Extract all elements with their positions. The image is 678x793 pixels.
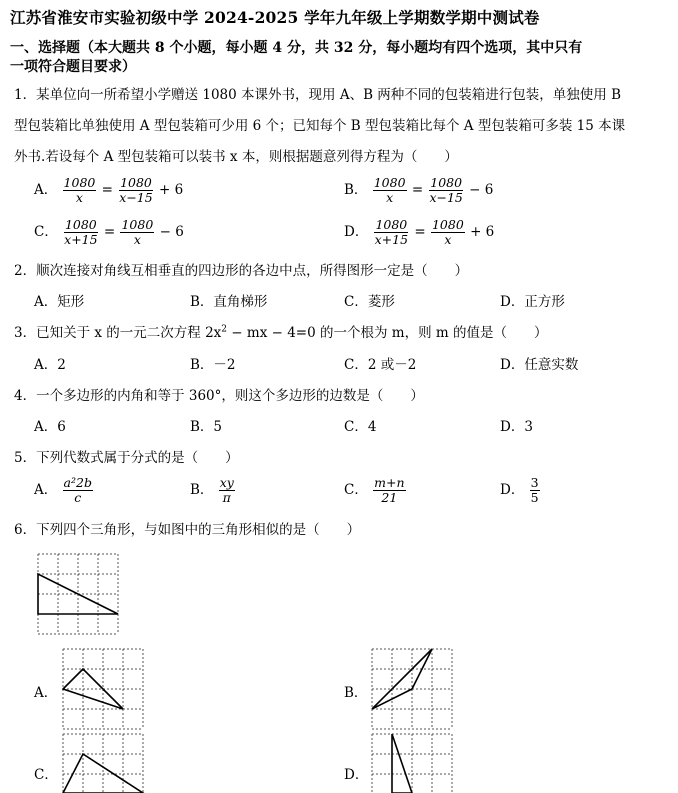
- q2-stem: 2．顺次连接对角线互相垂直的四边形的各边中点，所得图形一定是（ ）: [14, 263, 469, 279]
- q3-option-c[interactable]: C．2 或－2: [344, 357, 417, 373]
- q4-option-b[interactable]: B．5: [190, 419, 223, 435]
- reference-triangle-figure: [37, 553, 121, 637]
- option-label: B．: [190, 482, 214, 498]
- frac-num: 1080: [375, 217, 408, 232]
- equals-sign: =: [411, 182, 424, 198]
- option-label: A．: [34, 482, 58, 498]
- section-heading: 一、选择题（本大题共 8 个小题，每小题 4 分，共 32 分，每小题均有四个选项，其中只有: [10, 40, 583, 56]
- q6-option-b-figure[interactable]: [371, 648, 455, 732]
- q1-option-d[interactable]: [344, 218, 494, 247]
- option-label: B．: [344, 182, 368, 198]
- equals-sign: =: [103, 224, 116, 240]
- frac-den: π: [222, 490, 231, 505]
- q6-stem: 6．下列四个三角形，与如图中的三角形相似的是（ ）: [14, 522, 361, 538]
- frac-num: 1080: [63, 175, 96, 190]
- frac-den: x−15: [429, 190, 463, 205]
- option-label: D．: [344, 224, 369, 240]
- q1-stem-line1: 1．某单位向一所希望小学赠送 1080 本课外书，现用 A、B 两种不同的包装箱进行包装，单独使用 B: [14, 87, 621, 103]
- q2-option-d[interactable]: D．正方形: [500, 294, 565, 310]
- option-label: C．: [34, 224, 58, 240]
- frac-den: x−15: [119, 190, 153, 205]
- option-label: C．: [344, 482, 368, 498]
- frac-num: 1080: [431, 217, 464, 232]
- q6-option-a-label[interactable]: A．: [34, 685, 58, 701]
- frac-num: 1080: [430, 175, 463, 190]
- frac-den: c: [74, 490, 82, 505]
- frac-den: x+15: [374, 232, 409, 247]
- q3-stem-a: 3．已知关于 x 的一元二次方程 2x: [14, 325, 222, 341]
- option-tail: − 6: [469, 182, 494, 198]
- q5-option-c[interactable]: [344, 476, 407, 505]
- frac-den: x+15: [64, 232, 98, 247]
- q3-option-d[interactable]: D．任意实数: [500, 357, 579, 373]
- q5-stem: 5．下列代数式属于分式的是（ ）: [14, 450, 239, 466]
- frac-num: 1080: [64, 217, 97, 232]
- frac-den: x: [444, 232, 452, 247]
- q4-stem: 4．一个多边形的内角和等于 360°，则这个多边形的边数是（ ）: [14, 388, 424, 404]
- q6-option-c-figure[interactable]: [62, 733, 146, 793]
- frac-den: x: [386, 190, 394, 205]
- frac-den: x: [75, 190, 83, 205]
- option-tail: − 6: [159, 224, 184, 240]
- option-tail: + 6: [159, 182, 184, 198]
- q1-stem-line2: 型包装箱比单独使用 A 型包装箱可少用 6 个；已知每个 B 型包装箱比每个 A 型包装箱可多装 15 本课: [14, 118, 626, 134]
- q3-stem: [14, 321, 547, 341]
- q1-stem-line3: 外书.若设每个 A 型包装箱可以装书 x 本，则根据题意列得方程为（ ）: [14, 149, 458, 165]
- frac-den: 21: [381, 490, 398, 505]
- q5-option-d[interactable]: [500, 476, 541, 505]
- frac-num: a²2b: [63, 475, 92, 490]
- q1-option-b[interactable]: [344, 176, 493, 205]
- q1-option-a[interactable]: [34, 176, 183, 205]
- frac-num: 1080: [120, 175, 152, 190]
- q4-option-d[interactable]: D．3: [500, 419, 533, 435]
- q6-option-d-figure[interactable]: [371, 733, 455, 793]
- equals-sign: =: [414, 224, 426, 240]
- option-label: D．: [500, 482, 525, 498]
- page-title: 江苏省淮安市实验初级中学 2024-2025 学年九年级上学期数学期中测试卷: [10, 8, 540, 27]
- option-label: A．: [34, 182, 58, 198]
- option-tail: + 6: [470, 224, 495, 240]
- section-heading-cont: 一项符合题目要求）: [10, 59, 136, 75]
- superscript: 2: [221, 324, 228, 335]
- frac-num: 3: [530, 475, 539, 490]
- q2-option-a[interactable]: A．矩形: [34, 294, 85, 310]
- q6-option-c-label[interactable]: C．: [34, 767, 58, 783]
- q5-option-b[interactable]: [190, 476, 236, 505]
- frac-den: x: [133, 232, 141, 247]
- frac-num: xy: [219, 475, 234, 490]
- q3-option-a[interactable]: A．2: [34, 357, 66, 373]
- q3-option-b[interactable]: B．－2: [190, 357, 236, 373]
- q2-option-c[interactable]: C．菱形: [344, 294, 395, 310]
- frac-den: 5: [530, 490, 539, 505]
- equals-sign: =: [101, 182, 113, 198]
- q4-option-a[interactable]: A．6: [34, 419, 66, 435]
- q3-stem-b: − mx − 4=0 的一个根为 m，则 m 的值是（ ）: [227, 325, 548, 341]
- q2-option-b[interactable]: B．直角梯形: [190, 294, 268, 310]
- q5-option-a[interactable]: [34, 476, 94, 505]
- q6-option-a-figure[interactable]: [62, 648, 146, 732]
- q4-option-c[interactable]: C．4: [344, 419, 377, 435]
- frac-num: 1080: [121, 217, 154, 232]
- q6-option-d-label[interactable]: D．: [344, 767, 369, 783]
- frac-num: m+n: [374, 475, 405, 490]
- frac-num: 1080: [373, 175, 406, 190]
- q1-option-c[interactable]: [34, 218, 184, 247]
- q6-option-b-label[interactable]: B．: [344, 685, 368, 701]
